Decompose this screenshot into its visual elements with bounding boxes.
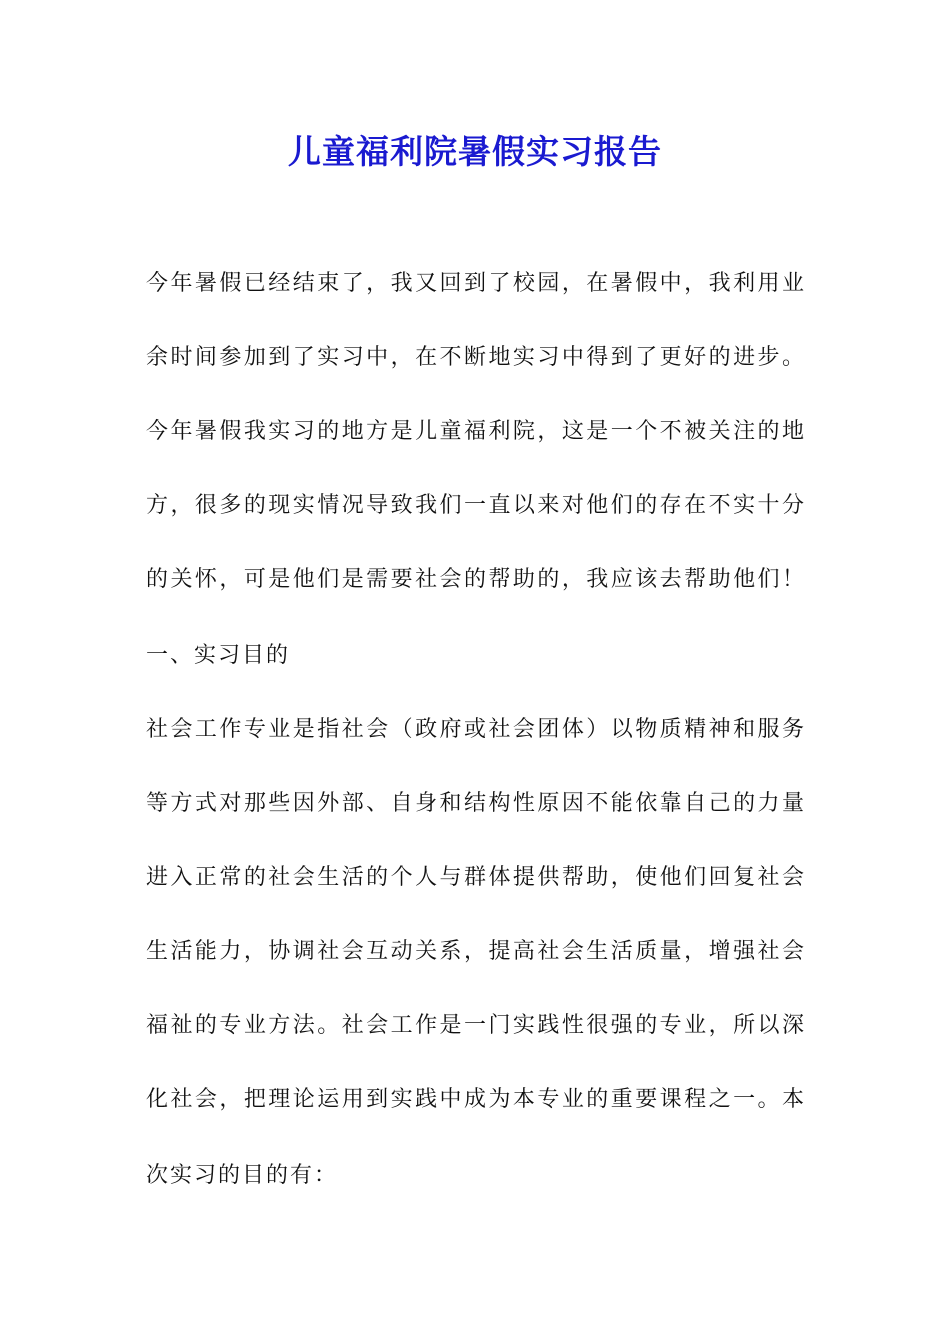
body-line: 次实习的目的有： [146, 1163, 339, 1188]
body-line: 今年暑假已经结束了，我又回到了校园，在暑假中，我利用业 [146, 271, 806, 296]
body-line: 进入正常的社会生活的个人与群体提供帮助，使他们回复社会 [146, 865, 806, 890]
body-line: 方，很多的现实情况导致我们一直以来对他们的存在不实十分 [146, 493, 806, 518]
body-line: 今年暑假我实习的地方是儿童福利院，这是一个不被关注的地 [146, 419, 806, 444]
body-line: 福祉的专业方法。社会工作是一门实践性很强的专业，所以深 [146, 1013, 806, 1038]
section-heading: 一、实习目的 [146, 643, 291, 668]
body-line: 社会工作专业是指社会（政府或社会团体）以物质精神和服务 [146, 717, 806, 742]
body-line: 等方式对那些因外部、自身和结构性原因不能依靠自己的力量 [146, 791, 806, 816]
document-title: 儿童福利院暑假实习报告 [288, 132, 662, 171]
body-line: 余时间参加到了实习中，在不断地实习中得到了更好的进步。 [146, 345, 806, 370]
body-line: 生活能力，协调社会互动关系，提高社会生活质量，增强社会 [146, 939, 806, 964]
body-line: 化社会，把理论运用到实践中成为本专业的重要课程之一。本 [146, 1087, 806, 1112]
body-line: 的关怀，可是他们是需要社会的帮助的，我应该去帮助他们！ [146, 567, 806, 592]
